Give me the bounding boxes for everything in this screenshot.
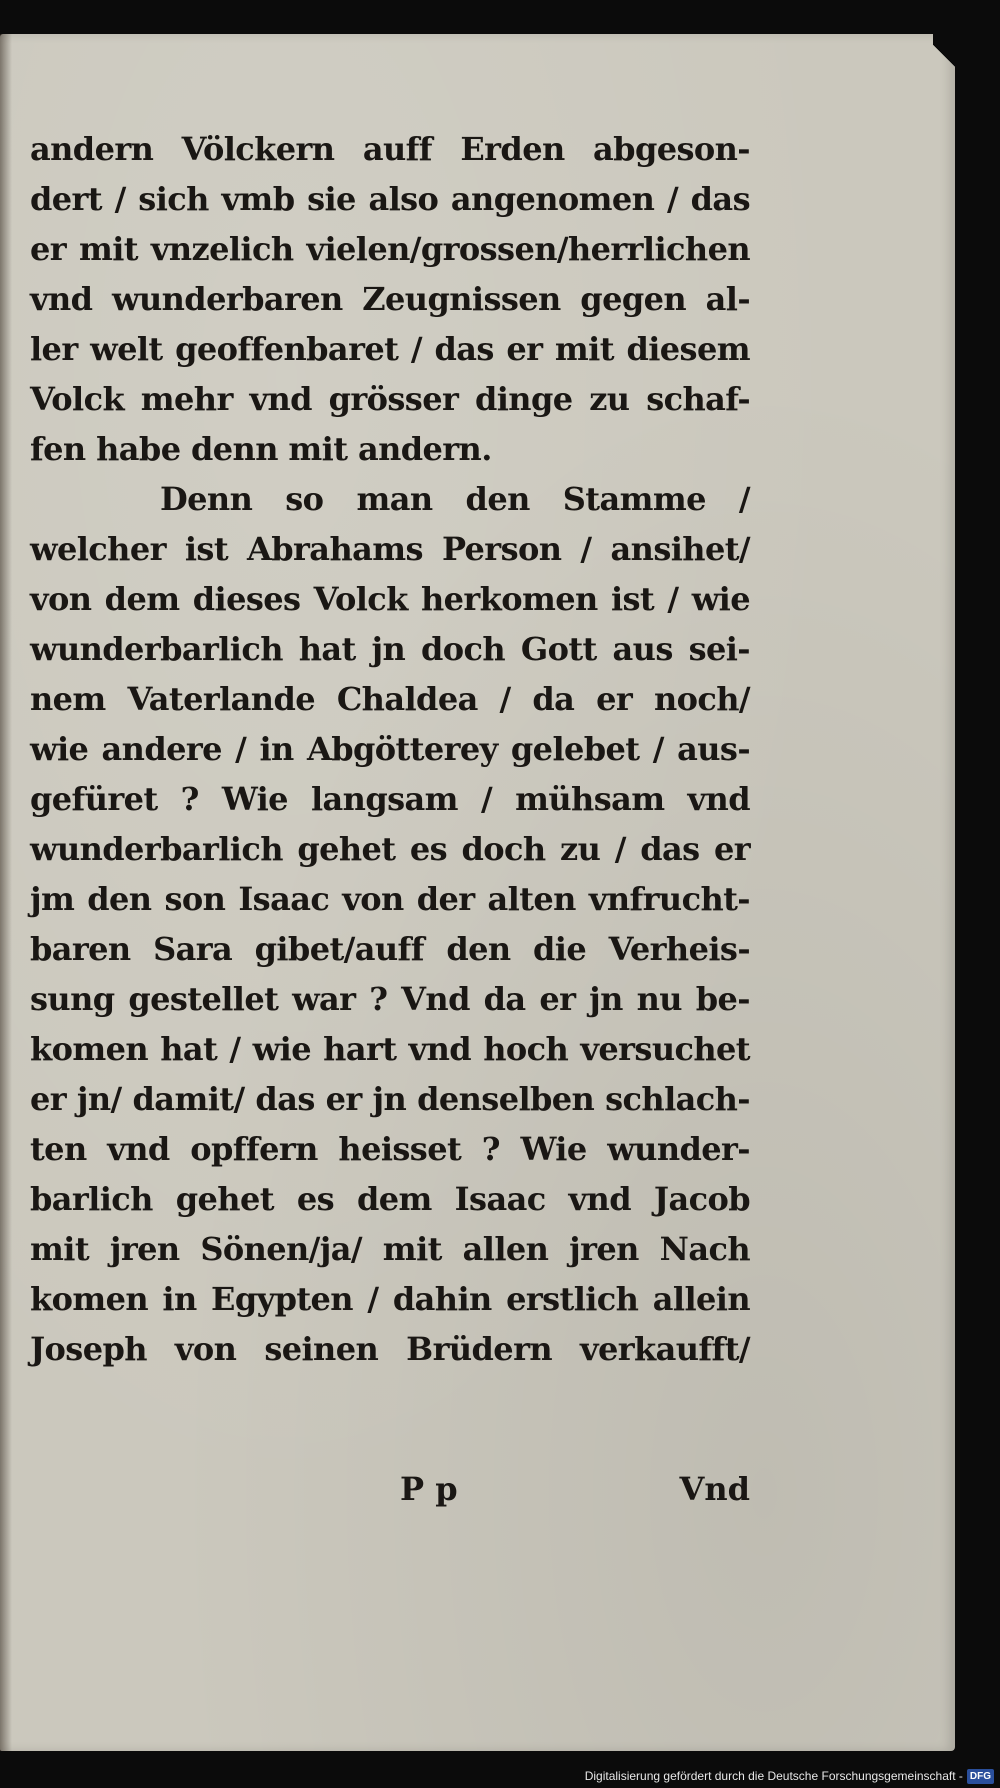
text-line: er mit vnzelich vielen/grossen/herrlichen bbox=[30, 230, 750, 268]
text-line: komen hat / wie hart vnd hoch versuchet bbox=[30, 1030, 750, 1068]
text-line: baren Sara gibet/auff den die Verheis- bbox=[30, 930, 750, 968]
text-line: barlich gehet es dem Isaac vnd Jacob bbox=[30, 1180, 750, 1218]
text-line: Joseph von seinen Brüdern verkaufft/ bbox=[30, 1330, 750, 1368]
text-line: ler welt geoffenbaret / das er mit diesem bbox=[30, 330, 750, 368]
text-line: welcher ist Abrahams Person / ansihet/ bbox=[30, 530, 750, 568]
text-line: andern Völckern auff Erden abgeson- bbox=[30, 130, 750, 168]
text-line: mit jren Sönen/ja/ mit allen jren Nach bbox=[30, 1230, 750, 1268]
text-line: dert / sich vmb sie also angenomen / das bbox=[30, 180, 750, 218]
text-line: fen habe denn mit andern. bbox=[30, 430, 492, 468]
text-line: wie andere / in Abgötterey gelebet / aus- bbox=[30, 730, 750, 768]
paragraph-start-line: Denn so man den Stamme / bbox=[160, 480, 750, 518]
text-line: wunderbarlich hat jn doch Gott aus sei- bbox=[30, 630, 750, 668]
text-line: Volck mehr vnd grösser dinge zu schaf- bbox=[30, 380, 750, 418]
page-corner bbox=[933, 34, 955, 78]
digitization-credit bbox=[585, 1766, 994, 1786]
book-page bbox=[0, 34, 955, 1751]
page-gutter-shadow bbox=[0, 34, 12, 1751]
text-line: ten vnd opffern heisset ? Wie wunder- bbox=[30, 1130, 750, 1168]
page-foot bbox=[30, 1464, 750, 1514]
catchword: Vnd bbox=[679, 1470, 750, 1508]
text-line: komen in Egypten / dahin erstlich allein bbox=[30, 1280, 750, 1318]
text-line: jm den son Isaac von der alten vnfrucht- bbox=[30, 880, 750, 918]
dfg-logo-icon: DFG bbox=[967, 1769, 994, 1784]
signature-mark: P p bbox=[400, 1470, 458, 1508]
page-text bbox=[30, 124, 750, 1374]
text-line: vnd wunderbaren Zeugnissen gegen al- bbox=[30, 280, 750, 318]
credit-text: Digitalisierung gefördert durch die Deutsche Forschungsgemeinschaft - bbox=[584, 1769, 963, 1783]
text-line: wunderbarlich gehet es doch zu / das er bbox=[30, 830, 750, 868]
text-line: er jn/ damit/ das er jn denselben schlach- bbox=[30, 1080, 750, 1118]
text-line: von dem dieses Volck herkomen ist / wie bbox=[30, 580, 750, 618]
text-line: sung gestellet war ? Vnd da er jn nu be- bbox=[30, 980, 750, 1018]
text-line: nem Vaterlande Chaldea / da er noch/ bbox=[30, 680, 750, 718]
text-line: gefüret ? Wie langsam / mühsam vnd bbox=[30, 780, 750, 818]
